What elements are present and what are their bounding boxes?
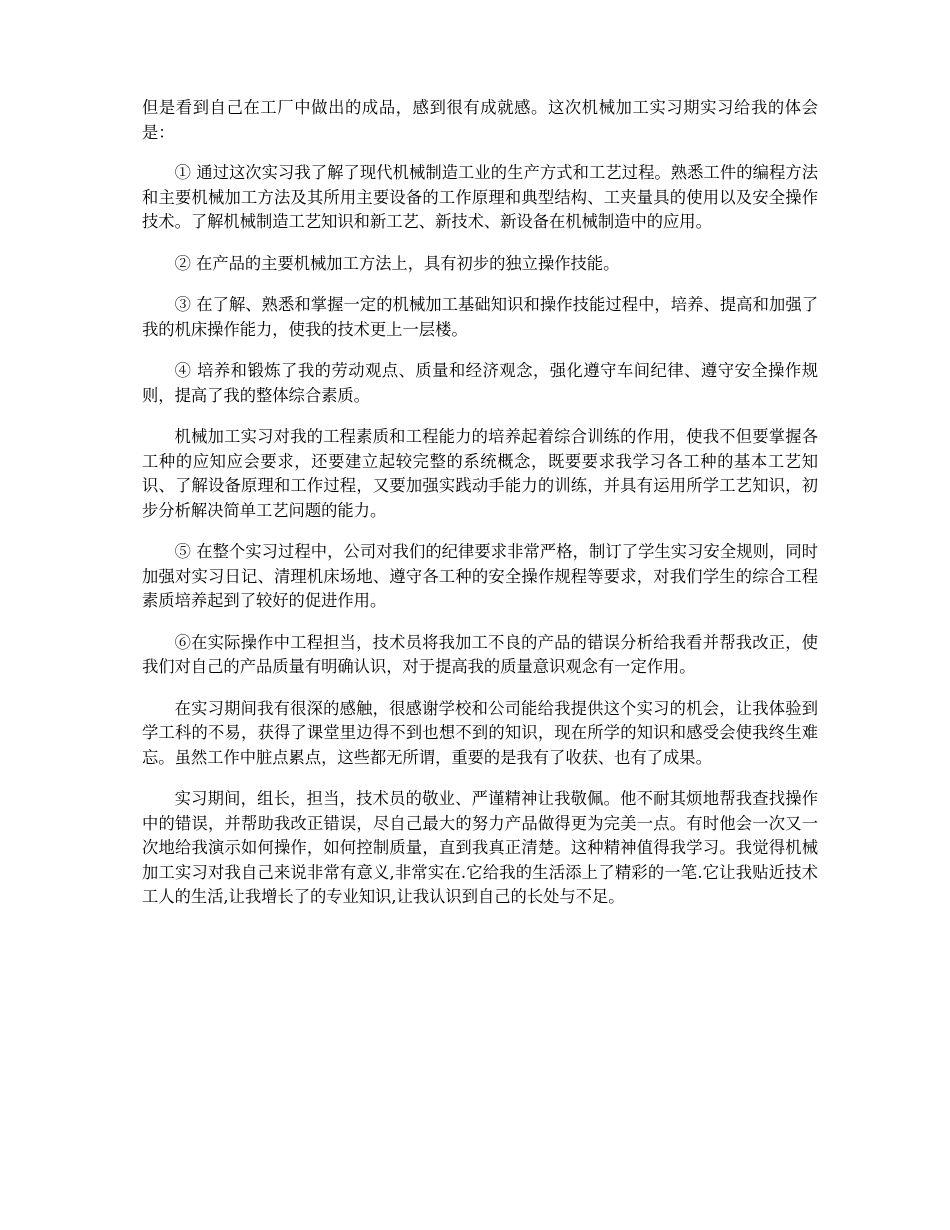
paragraph-reflection: 在实习期间我有很深的感触，很感谢学校和公司能给我提供这个实习的机会，让我体验到学工科的不易，获得了课堂里边得不到也想不到的知识，现在所学的知识和感受会使我终生难忘。虽然工作中脏点累点，这些都无所谓，重要的是我有了收获、也有了成果。 <box>142 698 818 767</box>
paragraph-training-role: 机械加工实习对我的工程素质和工程能力的培养起着综合训练的作用，使我不但要掌握各工种的应知应会要求，还要建立起较完整的系统概念，既要要求我学习各工种的基本工艺知识、了解设备原理和工作过程，又要加强实践动手能力的训练，并具有运用所学工艺知识，初步分析解决简单工艺问题的能力。 <box>142 427 818 520</box>
paragraph-point-3: ③ 在了解、熟悉和掌握一定的机械加工基础知识和操作技能过程中，培养、提高和加强了我的机床操作能力，使我的技术更上一层楼。 <box>142 295 818 339</box>
paragraph-conclusion: 实习期间，组长，担当，技术员的敬业、严谨精神让我敬佩。他不耐其烦地帮我查找操作中的错误，并帮助我改正错误，尽自己最大的努力产品做得更为完美一点。有时他会一次又一次地给我演示如何操作，如何控制质量，直到我真正清楚。这种精神值得我学习。我觉得机械加工实习对我自己来说非常有意义,非常实在.它给我的生活添上了精彩的一笔.它让我贴近技术工人的生活,让我增长了的专业知识,让我认识到自己的长处与不足。 <box>142 789 818 906</box>
paragraph-point-1: ① 通过这次实习我了解了现代机械制造工业的生产方式和工艺过程。熟悉工件的编程方法和主要机械加工方法及其所用主要设备的工作原理和典型结构、工夹量具的使用以及安全操作技术。了解机械制造工艺知识和新工艺、新技术、新设备在机械制造中的应用。 <box>142 163 818 231</box>
paragraph-intro: 但是看到自己在工厂中做出的成品，感到很有成就感。这次机械加工实习期实习给我的体会是： <box>142 98 818 142</box>
paragraph-point-5: ⑤ 在整个实习过程中，公司对我们的纪律要求非常严格，制订了学生实习安全规则，同时加强对实习日记、清理机床场地、遵守各工种的安全操作规程等要求，对我们学生的综合工程素质培养起到了较好的促进作用。 <box>142 542 818 610</box>
paragraph-point-2: ② 在产品的主要机械加工方法上，具有初步的独立操作技能。 <box>174 253 620 273</box>
paragraph-point-6: ⑥在实际操作中工程担当，技术员将我加工不良的产品的错误分析给我看并帮我改正，使我们对自己的产品质量有明确认识，对于提高我的质量意识观念有一定作用。 <box>142 632 818 676</box>
paragraph-point-4: ④ 培养和锻炼了我的劳动观点、质量和经济观念，强化遵守车间纪律、遵守安全操作规则，提高了我的整体综合素质。 <box>142 361 818 405</box>
document-body <box>142 96 818 927</box>
